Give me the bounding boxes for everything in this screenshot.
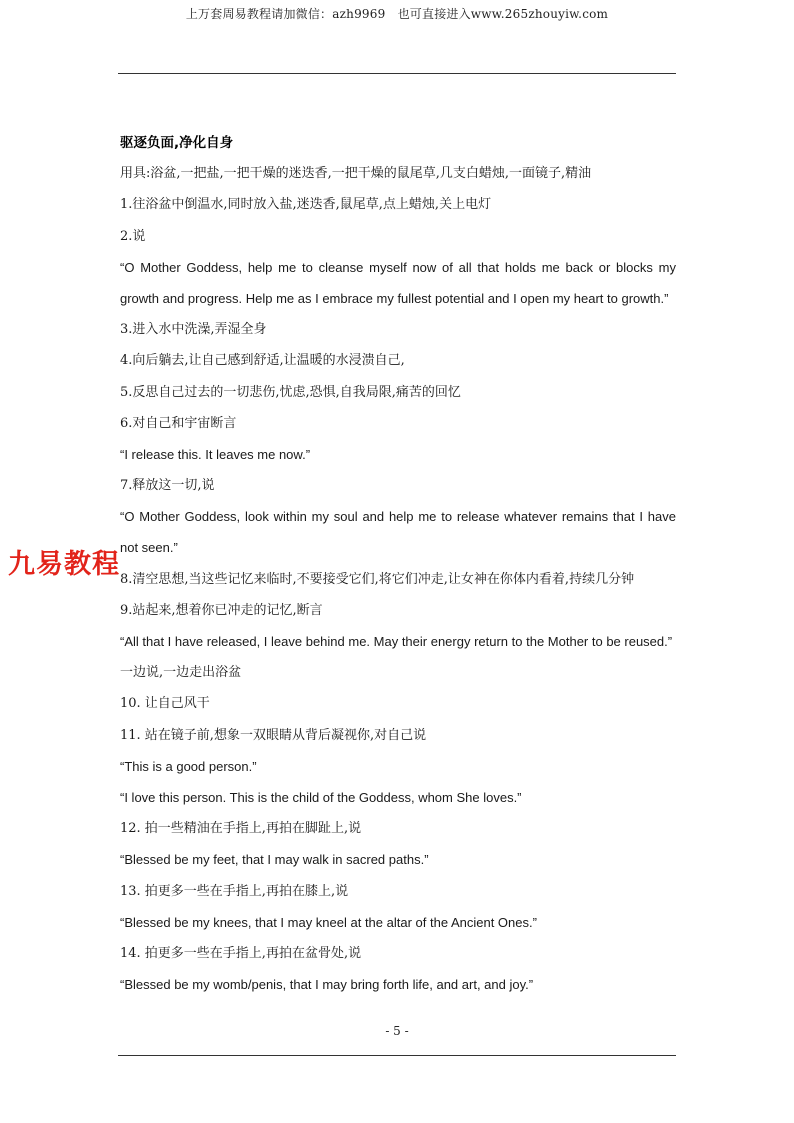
text-line: growth and progress. Help me as I embrace my fullest potential and I open my heart to growth.” [120,290,669,306]
text-line: 2.说 [120,228,146,244]
header-rule [118,73,676,74]
watermark-logo: 九易教程 [8,542,120,581]
page-header-text: 上万套周易教程请加微信：azh9969 也可直接进入www.265zhouyiw.com [185,7,609,21]
text-line: 13. 拍更多一些在手指上,再拍在膝上,说 [120,883,349,899]
page-number: - 5 - [385,1024,409,1038]
text-line: 5.反思自己过去的一切悲伤,忧虑,恐惧,自我局限,痛苦的回忆 [120,384,461,400]
text-line: 10. 让自己风干 [120,696,210,712]
text-line: “O Mother Goddess, look within my soul and help me to release whatever remains that I have [120,509,676,525]
text-line: 4.向后躺去,让自己感到舒适,让温暖的水浸溃自己, [120,353,405,369]
text-line: “All that I have released, I leave behind me. May their energy return to the Mother to be reused.” [120,634,673,649]
text-line: 9.站起来,想着你已冲走的记忆,断言 [120,602,323,618]
text-line: “I release this. It leaves me now.” [120,446,311,462]
text-line: “I love this person. This is the child of the Goddess, whom She loves.” [120,789,522,805]
text-line: “This is a good person.” [120,758,257,774]
text-line: “O Mother Goddess, help me to cleanse myself now of all that holds me back or blocks my [120,259,676,275]
text-line: “Blessed be my knees, that I may kneel at the altar of the Ancient Ones.” [120,914,537,930]
text-line: not seen.” [120,540,178,556]
text-line: 11. 站在镜子前,想象一双眼睛从背后凝视你,对自己说 [120,727,427,743]
document-title: 驱逐负面,净化自身 [120,135,234,151]
text-line: 12. 拍一些精油在手指上,再拍在脚趾上,说 [120,821,362,837]
text-line: 14. 拍更多一些在手指上,再拍在盆骨处,说 [120,945,362,961]
document-body [120,131,676,1004]
text-line: “Blessed be my womb/penis, that I may bring forth life, and art, and joy.” [120,977,534,993]
text-line: “Blessed be my feet, that I may walk in sacred paths.” [120,852,429,868]
text-line: 7.释放这一切,说 [120,478,215,494]
text-line: 6.对自己和宇宙断言 [120,415,237,431]
text-line: 一边说,一边走出浴盆 [120,665,242,681]
text-line: 8.清空思想,当这些记忆来临时,不要接受它们,将它们冲走,让女神在你体内看着,持续几分钟 [120,571,635,587]
footer-rule [118,1055,676,1056]
text-line: 3.进入水中洗澡,弄湿全身 [120,322,267,338]
text-line: 1.往浴盆中倒温水,同时放入盐,迷迭香,鼠尾草,点上蜡烛,关上电灯 [120,197,492,213]
text-line: 用具:浴盆,一把盐,一把干燥的迷迭香,一把干燥的鼠尾草,几支白蜡烛,一面镜子,精油 [120,166,592,182]
